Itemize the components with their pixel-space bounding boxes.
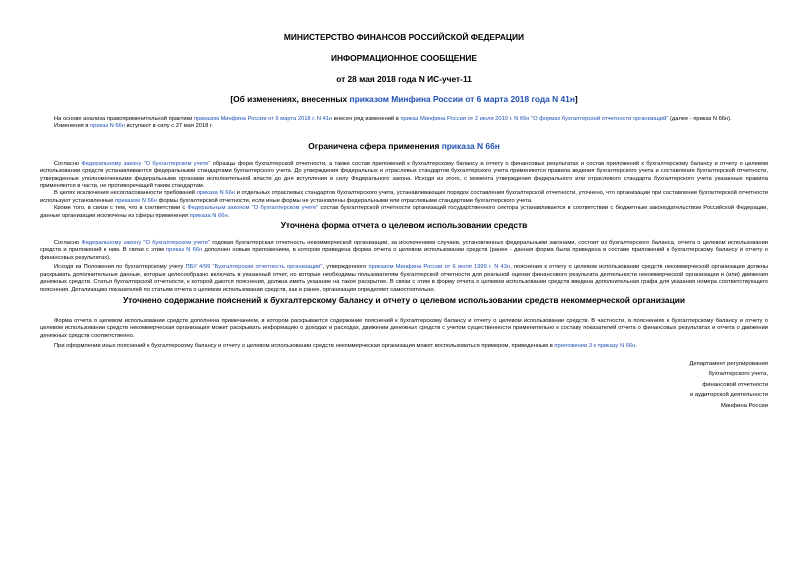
appendix-3-link[interactable]: приложении 3 к приказу N 66н	[554, 343, 636, 350]
intro-paragraph-2	[40, 123, 768, 130]
section-3-paragraph-2	[40, 343, 768, 350]
text-run: образцы форм бухгалтерской отчетности, а также состав приложений к бухгалтерскому балансу и отчету о финансовых результатах и состав приложений к бухгалтерскому балансу и отчету о целевом использовании средств устанавливаются федеральными стандартами бухгалтерского учета. До утверждения федеральных и отраслевых стандартов бухгалтерского учета применяются правила ведения бухгалтерского учета и составления бухгалтерской отчетности, утвержденные уполномоченными федеральными органами исполнительной власти до дня вступления в силу Федерального закона. Исходя из этого, с момента утверждения федерального или отраслевого стандарта бухгалтерского учета указанные правила применяются в части, не противоречащей таким стандартам.	[40, 160, 768, 190]
text-run: годовая бухгалтерская отчетность некоммерческой организации, за исключением случаев, установленных федеральными законами, состоит из бухгалтерского баланса, отчета о целевом использовании средств и приложений к ним. В связи с этим	[40, 240, 768, 254]
doc-date-heading: от 28 мая 2018 года N ИС-учет-11	[336, 74, 472, 84]
section-2-paragraph-2	[40, 264, 768, 294]
text-run: и отдельных отраслевых стандартов бухгалтерского учета, устанавливающих порядок составления бухгалтерской отчетности, уточнено, что организации при составлении бухгалтерской отчетности используют установленные	[40, 190, 768, 204]
text-run: .	[635, 343, 637, 350]
text-run: В целях исключения несогласованности требований	[54, 190, 197, 197]
order-66n-link[interactable]: приказом N 66н	[115, 197, 158, 204]
signature-line: Минфина России	[720, 402, 768, 409]
order-66n-link[interactable]: приказа N 66н	[196, 190, 235, 197]
text-run: При оформлении иных пояснений к бухгалтерскому балансу и отчету о целевом использовании средств некоммерческая организация может воспользоваться примером, приведенным в	[54, 343, 555, 350]
signature-block	[689, 359, 768, 412]
subject-prefix: [Об изменениях, внесенных	[230, 94, 350, 104]
order-43n-link[interactable]: приказом Минфина России от 6 июля 1999 г. N 43н	[368, 264, 511, 271]
doc-subject-heading	[40, 94, 768, 105]
order-66n-link[interactable]: приказа N 66н	[189, 212, 228, 219]
section-1-paragraph-3	[40, 205, 768, 220]
text-run: внесен ряд изменений в	[332, 116, 401, 122]
doc-type-heading: ИНФОРМАЦИОННОЕ СООБЩЕНИЕ	[330, 53, 478, 63]
text-run: Согласно	[54, 160, 82, 167]
subject-order-link[interactable]: приказом Минфина России от 6 марта 2018 года N 41н	[349, 94, 575, 104]
section-1-title-text: Ограничена сфера применения	[308, 140, 442, 151]
section-3-title: Уточнено содержание пояснений к бухгалтерскому балансу и отчету о целевом использовании средств некоммерческой организации	[122, 294, 686, 305]
section-1-title-link[interactable]: приказа N 66н	[441, 140, 500, 151]
signature-line: финансовой отчетности	[702, 381, 768, 388]
signature-line: бухгалтерского учета,	[708, 371, 768, 378]
text-run: формы бухгалтерской отчетности, если иные формы не установлены федеральными или отраслевыми стандартами бухгалтерского учета.	[157, 197, 533, 204]
order-41n-link[interactable]: приказом Минфина России от 6 марта 2018 г. N 41н	[193, 116, 333, 122]
accounting-law-link[interactable]: Федеральному закону "О бухгалтерском учете"	[81, 240, 211, 247]
signature-line: Департамент регулирования	[689, 360, 768, 367]
text-run: На основе анализа правоприменительной практики	[54, 116, 194, 122]
intro-paragraph-1	[40, 116, 768, 123]
section-1-title	[40, 141, 768, 152]
document-page	[40, 30, 768, 412]
section-2-title: Уточнена форма отчета о целевом использовании средств	[280, 220, 528, 231]
text-run: .	[227, 212, 230, 219]
text-run: , утвержденного	[322, 264, 369, 271]
subject-suffix: ]	[574, 94, 578, 104]
section-2-paragraph-1	[40, 240, 768, 262]
accounting-law-link[interactable]: Федеральным законом "О бухгалтерском учете"	[187, 205, 319, 212]
order-66n-full-link[interactable]: приказ Минфина России от 2 июля 2010 г. N 66н "О формах бухгалтерской отчетности организаций"	[400, 116, 669, 122]
order-66n-link[interactable]: приказ N 66н	[90, 123, 125, 130]
ministry-heading: МИНИСТЕРСТВО ФИНАНСОВ РОССИЙСКОЙ ФЕДЕРАЦИИ	[283, 32, 525, 42]
text-run: Кроме того, в связи с тем, что в соответствии с	[54, 205, 188, 212]
order-66n-link[interactable]: приказ N 66н	[166, 247, 203, 254]
pbu-4-99-link[interactable]: ПБУ 4/99 "Бухгалтерская отчетность организации"	[185, 264, 323, 271]
text-run: дополнен новым приложением, в котором приведена форма отчета о целевом использовании средств (ранее - данная форма была приведена в составе приложений к бухгалтерскому балансу и отчету о финансовых результатах).	[40, 247, 768, 261]
text-run: (далее - приказ N 66н).	[668, 116, 732, 122]
accounting-law-link[interactable]: Федеральному закону "О бухгалтерском учете"	[81, 160, 211, 167]
text-run: Изменения в	[54, 123, 91, 130]
text-run: , пояснения к отчету о целевом использовании средств некоммерческой организации должны раскрывать дополнительные данные, которые целесообразно включать в указанный отчет, но которые необходимы пользователям бухгалтерской отчетности для реальной оценки финансового результата деятельности некоммерческой организации и (или) движения денежных средств. Статья бухгалтерской отчетности, к которой даются пояснения, должна иметь указание на такое раскрытие. В связи с этим в форму отчета о целевом использовании средств введена дополнительная графа для указания номера соответствующего пояснения. Детализацию показателей по статьям отчета о целевом использовании средств, как и ранее, организация определяет самостоятельно.	[40, 264, 768, 293]
text-run: Согласно	[54, 240, 82, 247]
text-run: Исходя из Положения по бухгалтерскому учету	[54, 264, 186, 271]
section-3-paragraph-1: Форма отчета о целевом использовании средств дополнена примечанием, в котором раскрывается содержание пояснений к бухгалтерскому балансу и отчету о целевом использовании средств. В частности, в пояснениях к бухгалтерскому балансу и отчету о целевом использовании средств некоммерческая организация может раскрывать информацию о доходах и расходах, движении денежных средств с учетом существенности применительно к составу показателей отчета о финансовых результатах и отчета о движении денежных средств соответственно.	[40, 317, 768, 339]
signature-line: и аудиторской деятельности	[689, 392, 768, 399]
text-run: вступают в силу с 27 мая 2018 г.	[124, 123, 213, 130]
section-1-paragraph-2	[40, 190, 768, 205]
section-1-paragraph-1	[40, 161, 768, 191]
text-run: состав бухгалтерской отчетности организаций государственного сектора устанавливается в соответствии с бюджетным законодательством Российской Федерации, данные организации исключены из сферы применения	[40, 205, 768, 219]
